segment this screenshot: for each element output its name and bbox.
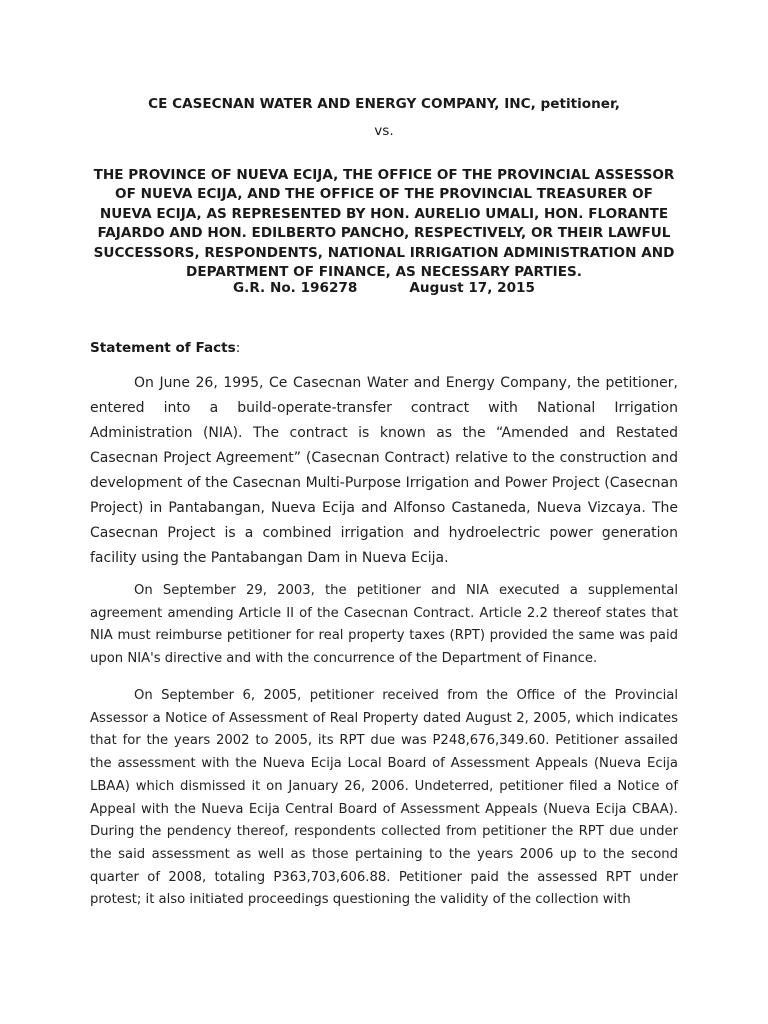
versus-line: vs. [374,123,394,139]
paragraph-1 [90,371,678,571]
respondents-block: THE PROVINCE OF NUEVA ECIJA, THE OFFICE OF THE PROVINCIAL ASSESSOR OF NUEVA ECIJA, AND THE OFFICE OF THE PROVINCIAL TREASURER OF NUEVA ECIJA, AS REPRESENTED BY HON. AURELIO UMALI, HON. FLORANTE FAJARDO AND HON. EDILBERTO PANCHO, RESPECTIVELY, OR THEIR LAWFUL SUCCESSORS, RESPONDENTS, NATIONAL IRRIGATION ADMINISTRATION AND DEPARTMENT OF FINANCE, AS NECESSARY PARTIES. [93,166,675,281]
case-number-line [90,280,678,296]
section-heading-colon: : [235,340,241,356]
paragraph-2 [90,580,678,670]
decision-date: August 17, 2015 [409,280,535,296]
paragraph-3-text: On September 6, 2005, petitioner received from the Office of the Provincial Assessor a Notice of Assessment of Real Property dated August 2, 2005, which indicates that for the years 2002 to 2005, its RPT due was P248,676,349.60. Petitioner assailed the assessment with the Nueva Ecija Local Board of Assessment Appeals (Nueva Ecija LBAA) which dismissed it on January 26, 2006. Undeterred, petitioner filed a Notice of Appeal with the Nueva Ecija Central Board of Assessment Appeals (Nueva Ecija CBAA). During the pendency thereof, respondents collected from petitioner the RPT due under the said assessment as well as those pertaining to the years 2006 up to the second quarter of 2008, totaling P363,703,606.88. Petitioner paid the assessed RPT under protest; it also initiated proceedings questioning the validity of the collection with [90,688,678,908]
paragraph-2-text: On September 29, 2003, the petitioner and NIA executed a supplemental agreement amending Article II of the Casecnan Contract. Article 2.2 thereof states that NIA must reimburse petitioner for real property taxes (RPT) provided the same was paid upon NIA's directive and with the concurrence of the Department of Finance. [90,583,678,666]
petitioner-line: CE CASECNAN WATER AND ENERGY COMPANY, INC, petitioner, [148,96,620,112]
paragraph-1-text: On June 26, 1995, Ce Casecnan Water and Energy Company, the petitioner, entered into a build-operate-transfer contract with National Irrigation Administration (NIA). The contract is known as the “Amended and Restated Casecnan Project Agreement” (Casecnan Contract) relative to the construction and development of the Casecnan Multi-Purpose Irrigation and Power Project (Casecnan Project) in Pantabangan, Nueva Ecija and Alfonso Castaneda, Nueva Vizcaya. The Casecnan Project is a combined irrigation and hydroelectric power generation facility using the Pantabangan Dam in Nueva Ecija. [90,375,678,566]
section-heading-text: Statement of Facts [90,340,236,356]
paragraph-3 [90,685,678,912]
gr-number: G.R. No. 196278 [233,280,358,296]
section-heading [90,340,240,356]
